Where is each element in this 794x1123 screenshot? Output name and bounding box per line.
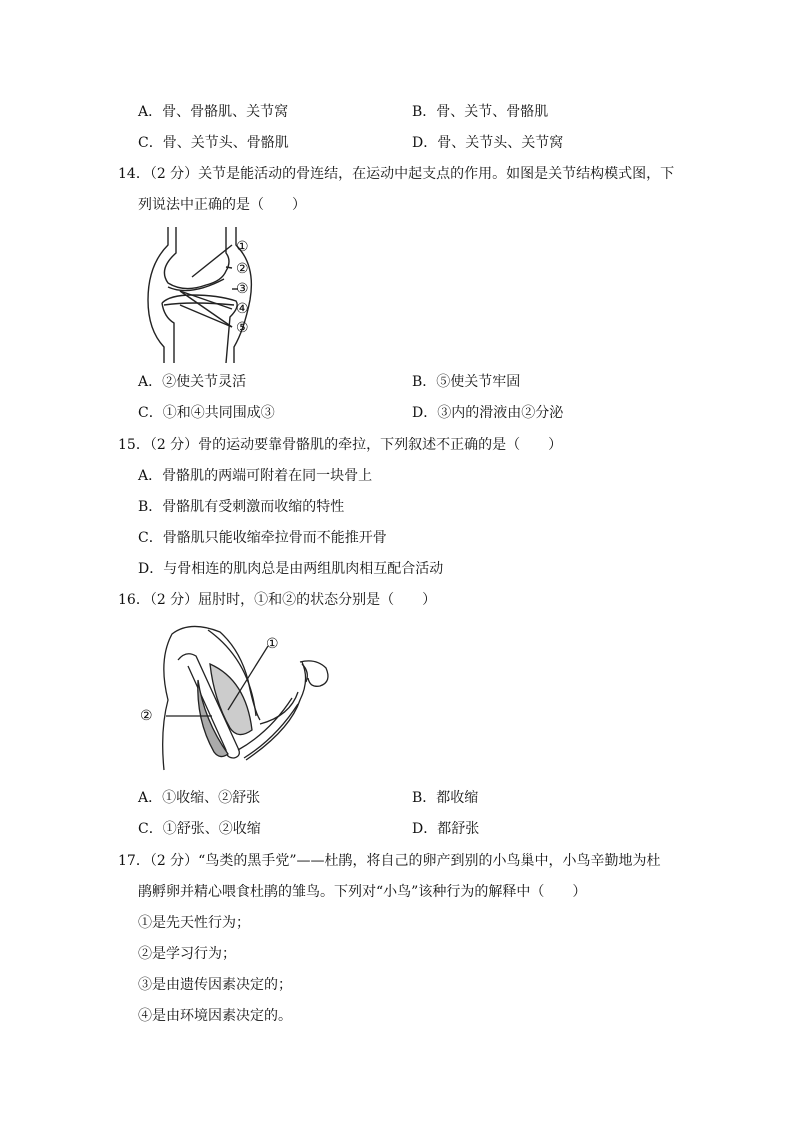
q17-statement-4: ④是由环境因素决定的。 — [138, 1008, 292, 1024]
q13-option-c: C．骨、关节头、骨骼肌 — [138, 135, 289, 151]
q13-option-b: B．骨、关节、骨骼肌 — [412, 104, 549, 120]
q16-stem: 16．（2 分）屈肘时，①和②的状态分别是（ ） — [118, 592, 437, 608]
joint-label-4: ④ — [236, 301, 249, 317]
q16-option-b: B．都收缩 — [412, 790, 479, 806]
q13-option-d: D．骨、关节头、关节窝 — [412, 135, 564, 151]
q14-stem-line2: 列说法中正确的是（ ） — [138, 197, 306, 213]
q15-option-c: C．骨骼肌只能收缩牵拉骨而不能推开骨 — [138, 530, 387, 546]
joint-label-3: ③ — [236, 281, 249, 297]
q15-option-b: B．骨骼肌有受刺激而收缩的特性 — [138, 499, 345, 515]
q17-statement-1: ①是先天性行为； — [138, 915, 250, 931]
q17-stem-line1: 17．（2 分）“鸟类的黑手党”——杜鹃，将自己的卵产到别的小鸟巢中，小鸟辛勤地为杜 — [118, 853, 661, 869]
joint-label-5: ⑤ — [236, 320, 249, 336]
q17-stem-line2: 鹃孵卵并精心喂食杜鹃的雏鸟。下列对“小鸟”该种行为的解释中（ ） — [138, 884, 587, 900]
q16-option-d: D．都舒张 — [412, 821, 480, 837]
q15-option-d: D．与骨相连的肌肉总是由两组肌肉相互配合活动 — [138, 561, 444, 577]
q15-stem: 15．（2 分）骨的运动要靠骨骼肌的牵拉，下列叙述不正确的是（ ） — [118, 437, 563, 453]
joint-label-1: ① — [236, 239, 249, 255]
q13-option-a: A．骨、骨骼肌、关节窝 — [138, 104, 289, 120]
joint-label-2: ② — [236, 261, 249, 277]
q14-option-c: C．①和④共同围成③ — [138, 405, 275, 421]
arm-flexion-diagram — [150, 620, 340, 775]
q14-option-b: B．⑤使关节牢固 — [412, 374, 521, 390]
q14-option-d: D．③内的滑液由②分泌 — [412, 405, 564, 421]
q14-option-a: A．②使关节灵活 — [138, 374, 247, 390]
q16-option-a: A．①收缩、②舒张 — [138, 790, 261, 806]
arm-label-2: ② — [140, 708, 153, 724]
q15-option-a: A．骨骼肌的两端可附着在同一块骨上 — [138, 468, 373, 484]
q17-statement-3: ③是由遗传因素决定的； — [138, 977, 292, 993]
q14-stem-line1: 14．（2 分）关节是能活动的骨连结，在运动中起支点的作用。如图是关节结构模式图，下 — [118, 166, 675, 182]
arm-label-1: ① — [266, 636, 279, 652]
q17-statement-2: ②是学习行为； — [138, 946, 236, 962]
q16-option-c: C．①舒张、②收缩 — [138, 821, 261, 837]
